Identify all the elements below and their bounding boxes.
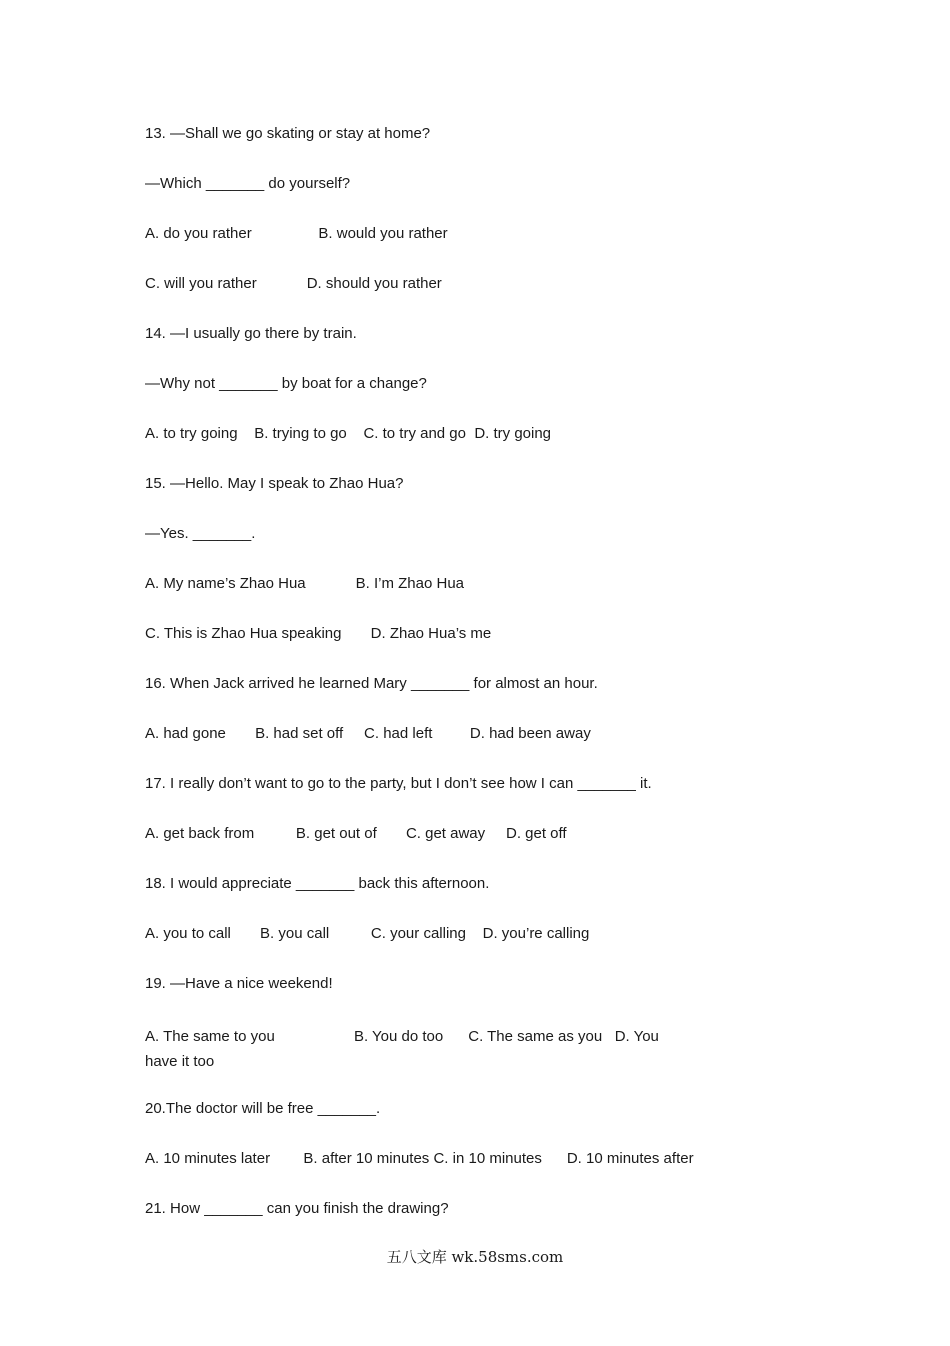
question-14-stem: 14. —I usually go there by train. (145, 325, 357, 342)
question-18-options: A. you to call B. you call C. your calling D. you’re calling (145, 925, 590, 942)
question-13-stem: 13. —Shall we go skating or stay at home? (145, 125, 431, 142)
question-20-options: A. 10 minutes later B. after 10 minutes C. in 10 minutes D. 10 minutes after (145, 1150, 694, 1167)
question-21-stem: 21. How _______ can you finish the drawing? (145, 1200, 449, 1217)
question-15-options-ab: A. My name’s Zhao Hua B. I’m Zhao Hua (145, 575, 465, 592)
question-14-reply: —Why not _______ by boat for a change? (145, 375, 427, 392)
question-19-options: A. The same to you B. You do too C. The same as you D. You have it too (145, 1028, 664, 1070)
question-20-stem: 20.The doctor will be free _______. (145, 1100, 381, 1117)
question-13-options-cd: C. will you rather D. should you rather (145, 275, 442, 292)
question-19-stem: 19. —Have a nice weekend! (145, 975, 333, 992)
question-16-stem: 16. When Jack arrived he learned Mary _______ for almost an hour. (145, 675, 598, 692)
question-15-stem: 15. —Hello. May I speak to Zhao Hua? (145, 475, 404, 492)
question-14-options: A. to try going B. trying to go C. to try and go D. try going (145, 425, 552, 442)
question-15-reply: —Yes. _______. (145, 525, 256, 542)
question-17-options: A. get back from B. get out of C. get away D. get off (145, 825, 567, 842)
question-16-options: A. had gone B. had set off C. had left D. had been away (145, 725, 591, 742)
page-footer: 五八文库 wk.58sms.com (386, 1248, 564, 1266)
question-15-options-cd: C. This is Zhao Hua speaking D. Zhao Hua’s me (145, 625, 492, 642)
question-17-stem: 17. I really don’t want to go to the party, but I don’t see how I can _______ it. (145, 775, 652, 792)
question-18-stem: 18. I would appreciate _______ back this afternoon. (145, 875, 490, 892)
question-13-options-ab: A. do you rather B. would you rather (145, 225, 448, 242)
document-body (145, 124, 715, 1249)
question-13-reply: —Which _______ do yourself? (145, 175, 351, 192)
